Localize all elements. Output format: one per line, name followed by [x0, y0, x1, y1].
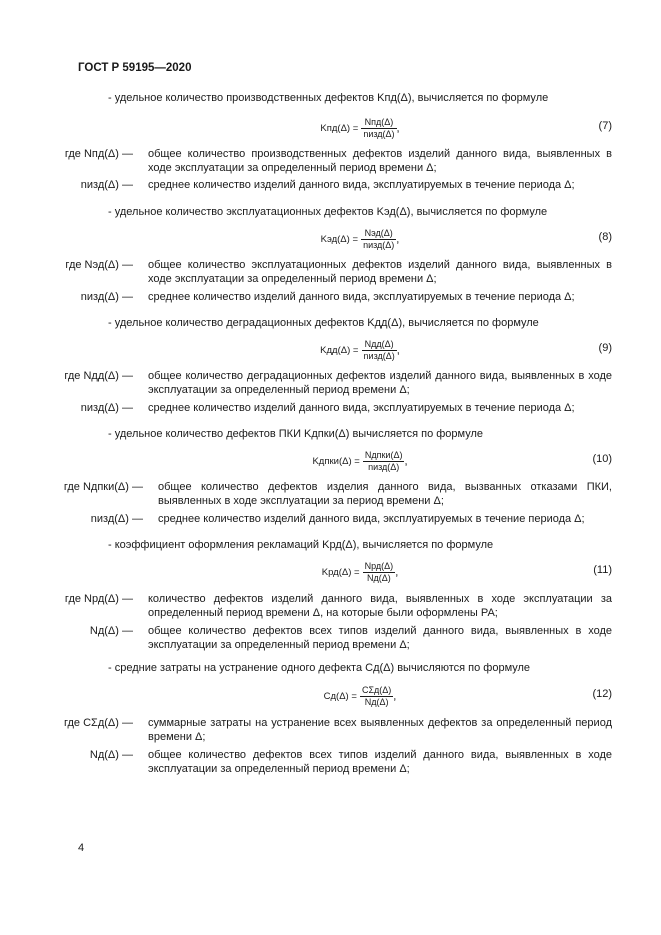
- definition: nизд(Δ) — среднее количество изделий данного вида, эксплуатируемых в течение периода Δ;: [90, 513, 585, 525]
- formula-10-intro: - удельное количество дефектов ПКИ Kдпки(Δ) вычисляется по формуле: [108, 428, 484, 440]
- formula-7-intro: - удельное количество производственных дефектов Kпд(Δ), вычисляется по формуле: [108, 92, 549, 104]
- equation-number-8: (8): [598, 231, 612, 243]
- formula-12: Cд(Δ) = $\frac{\text{CΣд(Δ)}}{Nд(\Delta)}$ ,: [323, 685, 397, 707]
- equation-number-7: (7): [598, 120, 612, 132]
- formula-11-intro: - коэффициент оформления рекламаций Kрд(Δ), вычисляется по формуле: [108, 539, 494, 551]
- definition: nизд(Δ) — среднее количество изделий данного вида, эксплуатируемых в течение периода Δ;: [80, 402, 575, 414]
- definition: Nд(Δ) — общее количество дефектов всех типов изделий данного вида, выявленных в ходе эксплуатации за определенный период времени Δ;: [89, 749, 612, 775]
- formula-12-intro: - средние затраты на устранение одного дефекта Cд(Δ) вычисляются по формуле: [108, 662, 531, 674]
- equation-number-9: (9): [598, 342, 612, 354]
- formula-11: Kрд(Δ) = $\frac{\text{Nрд(Δ)}}{Nд(\Delta)}$ ,: [321, 561, 399, 583]
- equation-number-10: (10): [592, 453, 612, 465]
- formula-8: Kэд(Δ) = $\frac{\text{Nэд(Δ)}}{\text{nизд(Δ)}}$ ,: [320, 228, 400, 250]
- definition: Nд(Δ) — общее количество дефектов всех типов изделий данного вида, выявленных в ходе эксплуатации за определенный период времени Δ;: [89, 625, 612, 651]
- definition: где Nэд(Δ) — общее количество эксплуатационных дефектов изделий данного вида, выявленных в ходе эксплуатации за определенный период времени Δ;: [65, 259, 612, 285]
- definition: где Nдд(Δ) — общее количество деградационных дефектов изделий данного вида, выявленных в ходе эксплуатации за определенный период времени Δ;: [64, 370, 612, 396]
- formula-8-intro: - удельное количество эксплуатационных дефектов Kэд(Δ), вычисляется по формуле: [108, 206, 548, 218]
- equation-number-12: (12): [592, 688, 612, 700]
- definition: где Nрд(Δ) — количество дефектов изделий данного вида, выявленных в ходе эксплуатации за определенный период времени Δ, на которые были оформлены РА;: [64, 593, 612, 619]
- page-number: 4: [78, 842, 85, 854]
- formula-9: Kдд(Δ) = $\frac{\text{Nдд(Δ)}}{\text{nизд(Δ)}}$ ,: [320, 339, 400, 361]
- equation-number-11: (11): [593, 564, 612, 576]
- definition: где Nпд(Δ) — общее количество производственных дефектов изделий данного вида, выявленных в ходе эксплуатации за определенный период времени Δ;: [64, 148, 612, 174]
- document-header: ГОСТ Р 59195—2020: [78, 62, 192, 74]
- formula-7: Kпд(Δ) = $\frac{\text{Nпд(Δ)}}{\text{nизд(Δ)}}$ ,: [320, 117, 400, 139]
- definition: nизд(Δ) — среднее количество изделий данного вида, эксплуатируемых в течение периода Δ;: [80, 291, 575, 303]
- definition: nизд(Δ) — среднее количество изделий данного вида, эксплуатируемых в течение периода Δ;: [80, 179, 575, 191]
- formula-10: Kдпки(Δ) = $\frac{\text{Nдпки(Δ)}}{\text{nизд(Δ)}}$ ,: [312, 450, 408, 472]
- definition: где Nдпки(Δ) — общее количество дефектов изделия данного вида, вызванных отказами ПКИ, выявленных в ходе эксплуатации за период времени Δ;: [63, 481, 612, 507]
- formula-9-intro: - удельное количество деградационных дефектов Kдд(Δ), вычисляется по формуле: [108, 317, 539, 329]
- definition: где CΣд(Δ) — суммарные затраты на устранение всех выявленных дефектов за определенный период времени Δ;: [63, 717, 612, 743]
